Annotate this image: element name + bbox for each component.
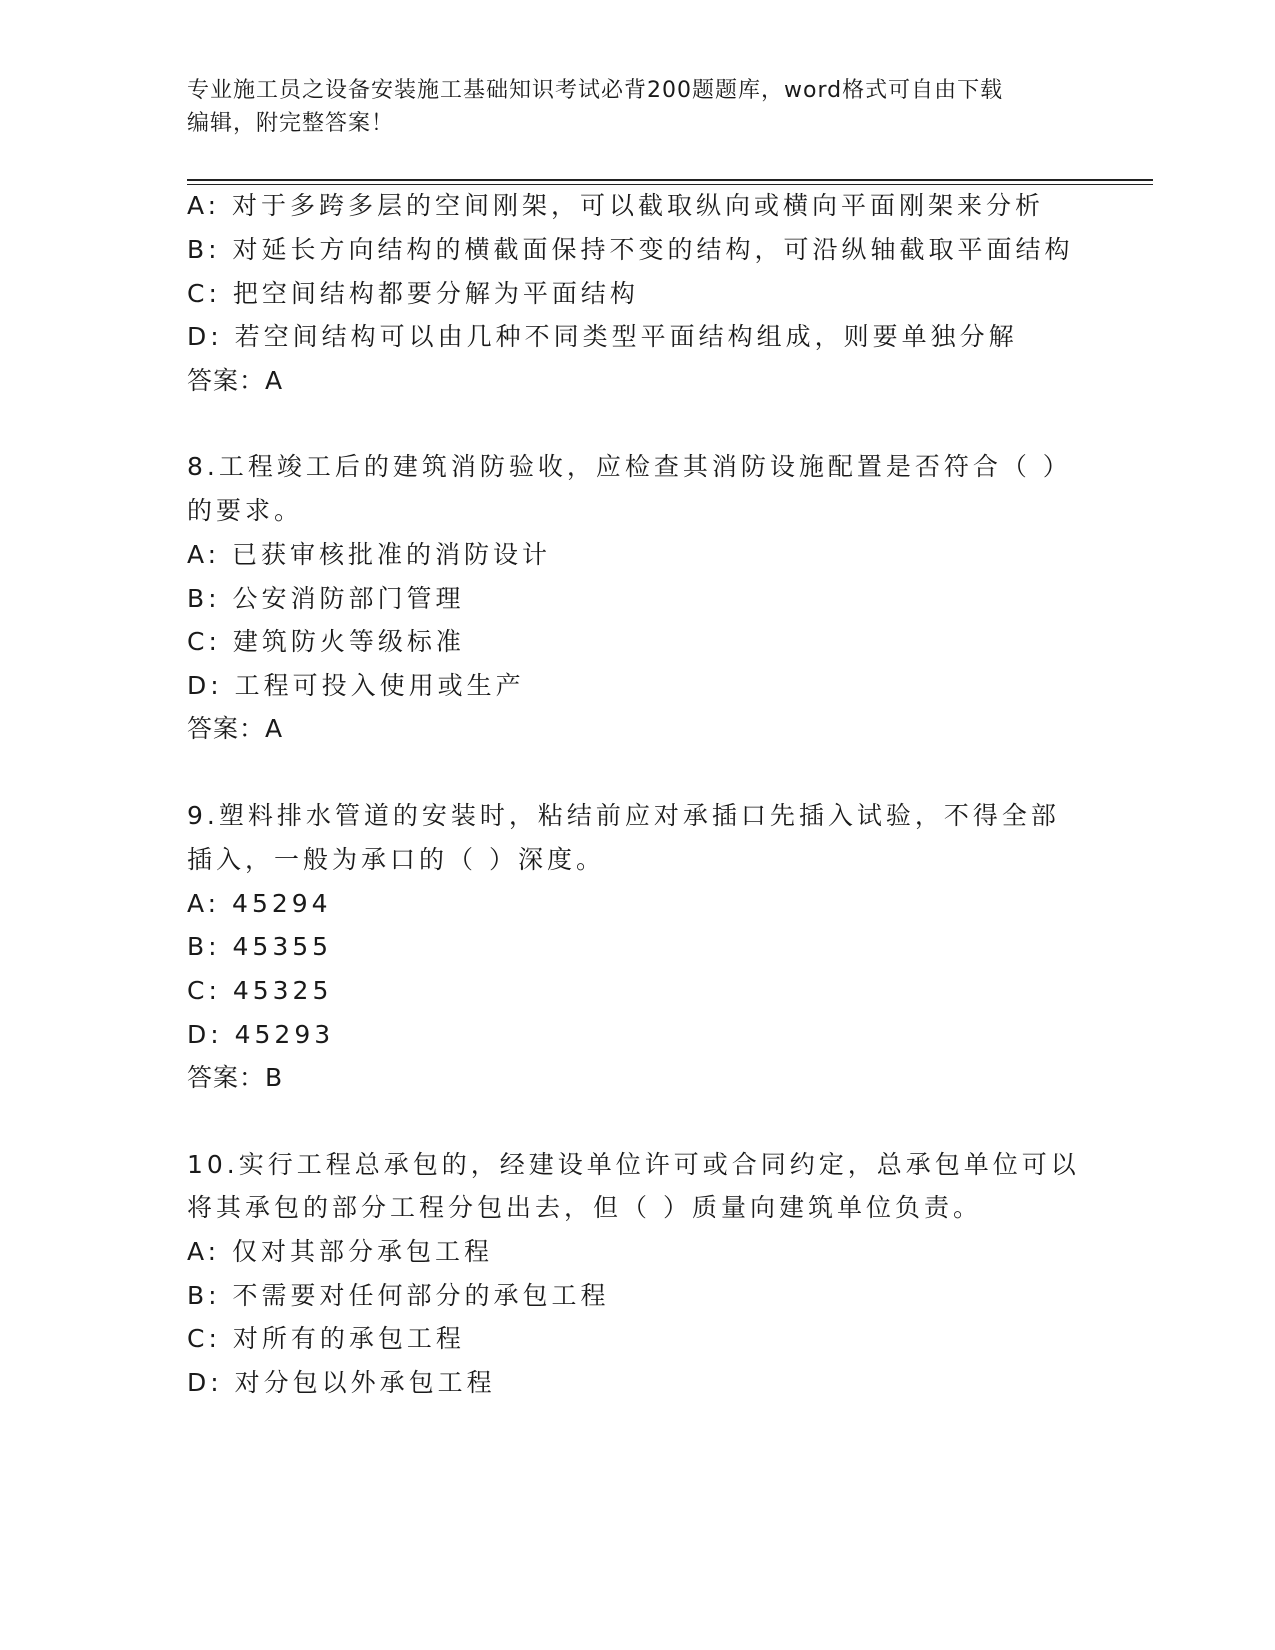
q9-option-c: C: 45325 xyxy=(187,976,333,1005)
q7-option-c: C: 把空间结构都要分解为平面结构 xyxy=(187,279,639,308)
q8-option-a: A: 已获审核批准的消防设计 xyxy=(187,540,552,569)
q7-option-a: A: 对于多跨多层的空间刚架，可以截取纵向或横向平面刚架来分析 xyxy=(187,191,1045,220)
q9-option-b: B: 45355 xyxy=(187,932,333,961)
q10-stem-line-2: 将其承包的部分工程分包出去，但（ ）质量向建筑单位负责。 xyxy=(187,1193,982,1222)
q10-stem-line-1: 10.实行工程总承包的，经建设单位许可或合同约定，总承包单位可以 xyxy=(187,1150,1080,1179)
q8-answer: 答案：A xyxy=(187,714,284,743)
q9-option-a: A: 45294 xyxy=(187,889,332,918)
q7-option-b: B: 对延长方向结构的横截面保持不变的结构，可沿纵轴截取平面结构 xyxy=(187,235,1074,264)
q8-option-d: D: 工程可投入使用或生产 xyxy=(187,671,525,700)
q9-stem-line-2: 插入，一般为承口的（ ）深度。 xyxy=(187,845,605,874)
header-line-2: 编辑，附完整答案！ xyxy=(187,111,395,136)
q7-answer: 答案：A xyxy=(187,366,284,395)
q8-stem-line-2: 的要求。 xyxy=(187,496,304,525)
header-line-1: 专业施工员之设备安装施工基础知识考试必背200题题库，word格式可自由下载 xyxy=(187,78,1004,103)
q7-option-d: D: 若空间结构可以由几种不同类型平面结构组成，则要单独分解 xyxy=(187,322,1018,351)
q10-option-a: A: 仅对其部分承包工程 xyxy=(187,1237,494,1266)
q8-stem-line-1: 8.工程竣工后的建筑消防验收，应检查其消防设施配置是否符合（ ） xyxy=(187,452,1072,481)
document-header xyxy=(187,74,1067,140)
q9-option-d: D: 45293 xyxy=(187,1020,335,1049)
header-rule-thin xyxy=(187,184,1153,185)
q10-option-c: C: 对所有的承包工程 xyxy=(187,1324,465,1353)
q8-option-b: B: 公安消防部门管理 xyxy=(187,584,465,613)
header-rule-thick xyxy=(187,179,1153,181)
q10-option-d: D: 对分包以外承包工程 xyxy=(187,1368,496,1397)
q9-stem-line-1: 9.塑料排水管道的安装时，粘结前应对承插口先插入试验，不得全部 xyxy=(187,801,1060,830)
q8-option-c: C: 建筑防火等级标准 xyxy=(187,627,465,656)
q9-answer: 答案：B xyxy=(187,1063,284,1092)
q10-option-b: B: 不需要对任何部分的承包工程 xyxy=(187,1281,610,1310)
